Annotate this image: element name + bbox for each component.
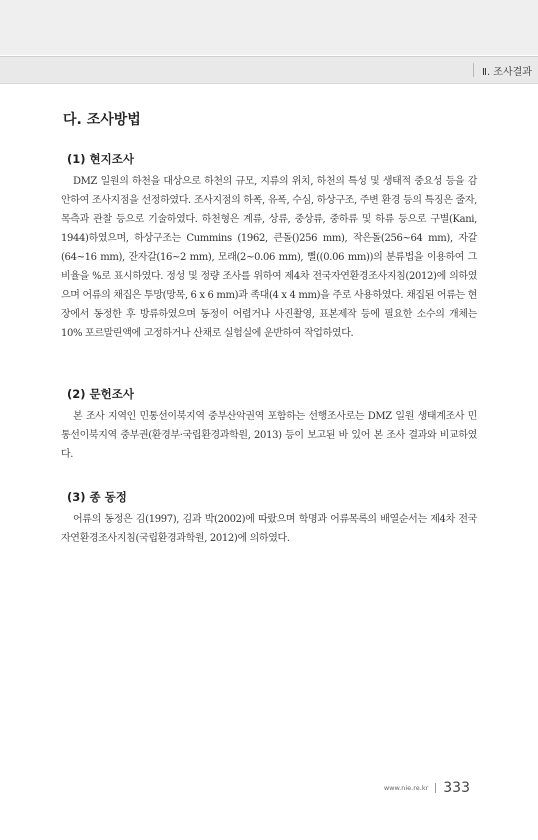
footer-url: www.nie.re.kr [383, 784, 429, 792]
top-margin-band [0, 0, 538, 55]
page-footer [384, 778, 470, 798]
header-divider [473, 63, 474, 77]
section-title: 다. 조사방법 [63, 112, 141, 128]
field-survey-heading: (1) 현지조사 [67, 152, 134, 166]
page-number: 333 [443, 780, 470, 796]
chapter-label: Ⅱ. 조사결과 [482, 66, 532, 78]
field-survey-paragraph: DMZ 일원의 하천을 대상으로 하천의 규모, 지류의 위치, 하천의 특성 및 생태적 중요성 등을 감안하여 조사지점을 선정하였다. 조사지점의 하폭, 유폭, 수심, 하상구조, 주변 환경 등의 특징은 줄자, 목측과 관찰 등으로 기술하였다. 하천형은 계류, 상류, 중상류, 중하류 및 하류 등으로 구별(Kani, 1944)하였으며, 하상구조는 Cummins (1962, 큰돌()256 mm), 작은돌(256~64 mm), 자갈(64~16 mm), 잔자갈(16~2 mm), 모래(2~0.06 mm), 뻘((0.06 mm))의 분류법을 이용하여 그 비율을 %로 표시하였다. 정성 및 정량 조사를 위하여 제4차 전국자연환경조사지침(2012)에 의하였으며 어류의 채집은 투망(망목, 6 x 6 mm)과 족대(4 x 4 mm)을 주로 사용하였다. 채집된 어류는 현장에서 동정한 후 방류하였으며 동정이 어렵거나 사진촬영, 표본제작 등에 필요한 소수의 개체는 10% 포르말린액에 고정하거나 산채로 실험실에 운반하여 작업하였다. [61, 176, 477, 339]
running-header [0, 56, 538, 84]
literature-survey-paragraph: 본 조사 지역인 민통선이북지역 중부산악권역 포함하는 선행조사로는 DMZ 일원 생태계조사 민통선이북지역 중부권(환경부·국립환경과학원, 2013) 등이 보고된 바 있어 본 조사 결과와 비교하였다. [61, 411, 477, 460]
literature-survey-heading: (2) 문헌조사 [67, 387, 134, 401]
species-identification-heading: (3) 종 동정 [67, 490, 127, 504]
footer-divider [435, 783, 436, 793]
species-identification-paragraph: 어류의 동정은 김(1997), 김과 박(2002)에 따랐으며 학명과 어류목록의 배열순서는 제4차 전국자연환경조사지침(국립환경과학원, 2012)에 의하였다. [61, 514, 477, 544]
